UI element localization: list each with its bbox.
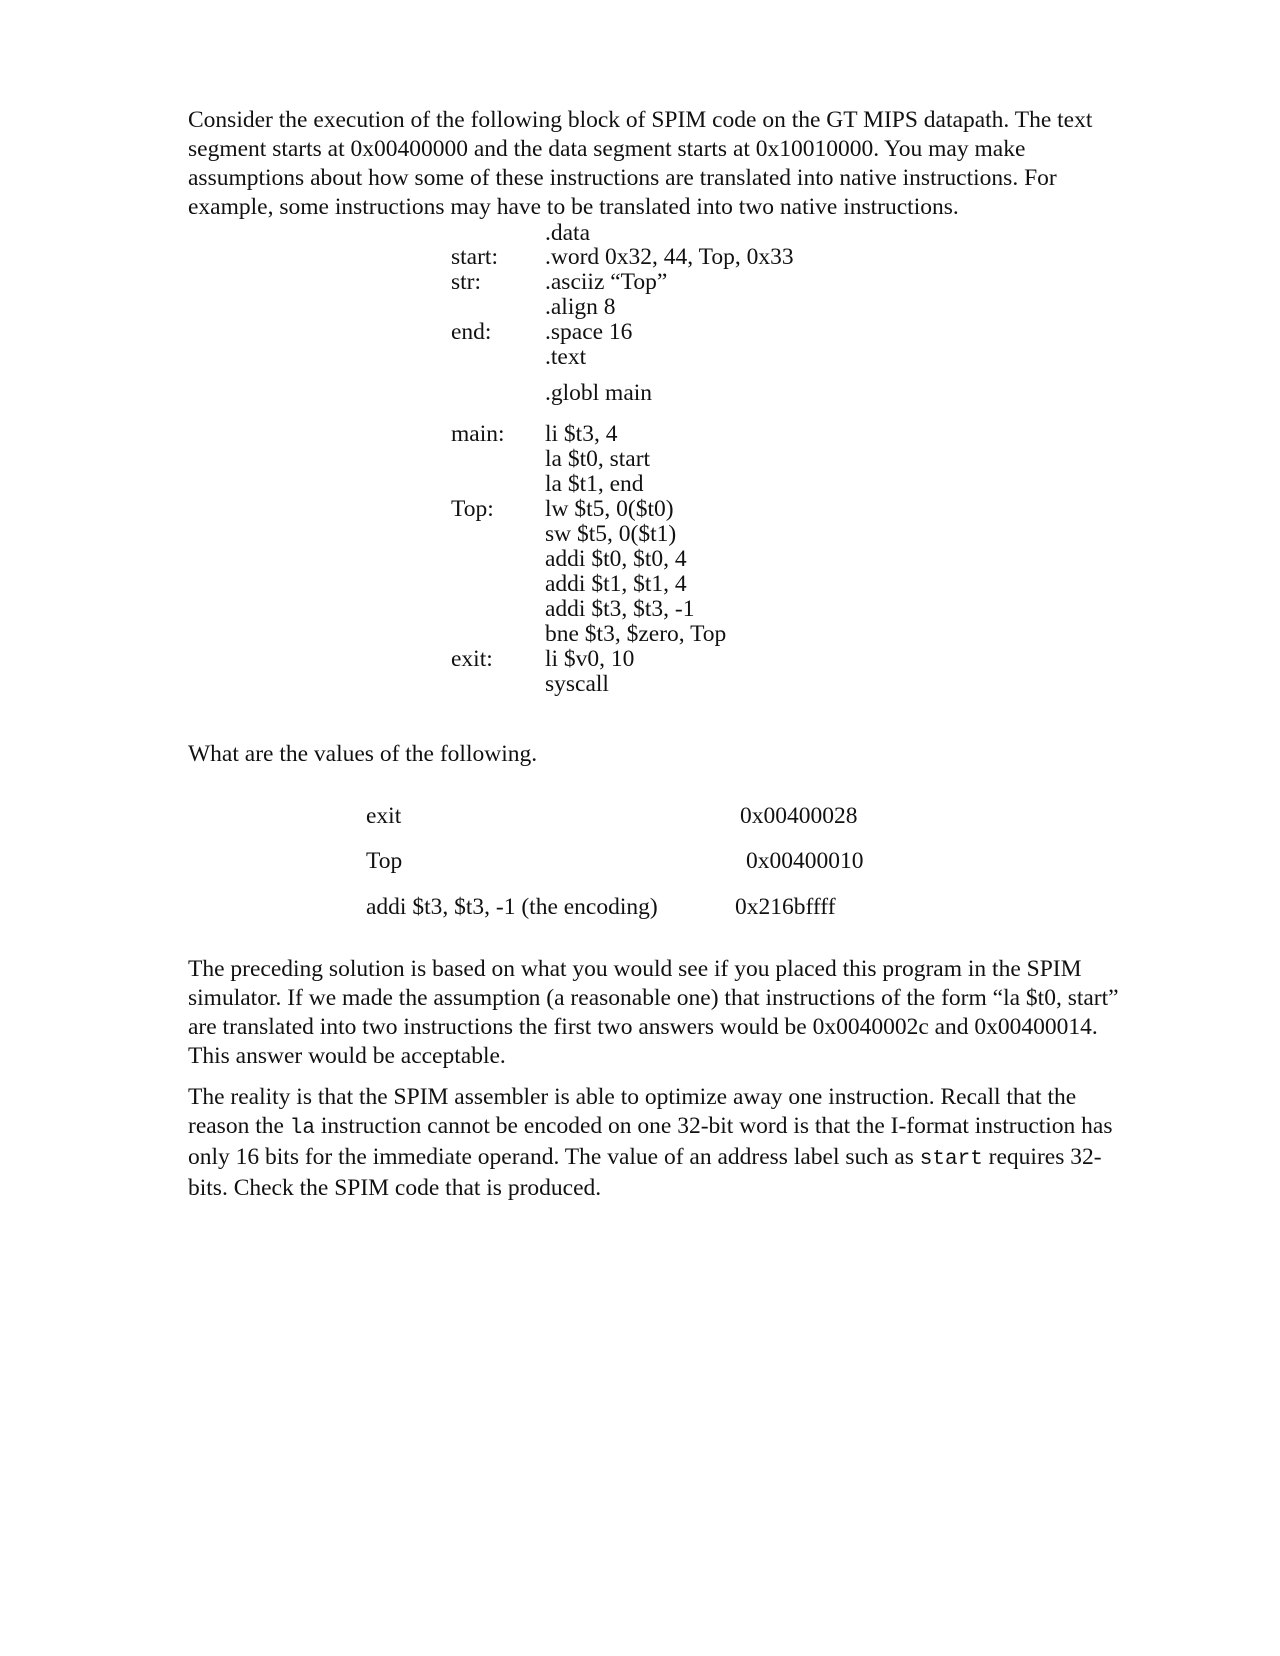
explanation-2-part-1: The reality is that the SPIM assembler is able to optimize away one instruction. Recall that the reason the (188, 1084, 1077, 1139)
code-line-2-label: start: (451, 244, 498, 270)
code-term-la: la (289, 1117, 316, 1140)
code-line-16-instr: bne $t3, $zero, Top (545, 621, 727, 647)
code-line-18-instr: syscall (545, 671, 609, 697)
code-line-3-label: str: (451, 269, 482, 295)
explanation-2-part-2: instruction cannot be encoded on one 32-bit word is that the I-format instruction has only 16 bits for the immediate operand. The value of an address label such as (188, 1113, 1113, 1170)
code-line-8-instr: li $t3, 4 (545, 421, 618, 447)
code-line-8-label: main: (451, 421, 505, 447)
code-line-3-instr: .asciiz “Top” (545, 269, 668, 295)
question-paragraph: What are the values of the following. (188, 741, 538, 767)
code-line-11-instr: lw $t5, 0($t0) (545, 496, 674, 522)
code-term-start: start (919, 1148, 983, 1171)
code-line-5-label: end: (451, 319, 492, 345)
code-line-13-instr: addi $t0, $t0, 4 (545, 546, 687, 572)
answer-1-label: exit (366, 803, 402, 829)
code-line-2-instr: .word 0x32, 44, Top, 0x33 (545, 244, 794, 270)
code-line-12-instr: sw $t5, 0($t1) (545, 521, 677, 547)
answer-2-label: Top (366, 848, 403, 874)
code-line-6-instr: .text (545, 344, 587, 370)
code-line-14-instr: addi $t1, $t1, 4 (545, 571, 687, 597)
answer-1-value: 0x00400028 (740, 803, 858, 829)
code-line-15-instr: addi $t3, $t3, -1 (545, 596, 695, 622)
explanation-paragraph-2 (188, 1083, 1128, 1203)
code-line-7-instr: .globl main (545, 380, 653, 406)
code-line-10-instr: la $t1, end (545, 471, 644, 497)
code-line-9-instr: la $t0, start (545, 446, 651, 472)
code-line-17-instr: li $v0, 10 (545, 646, 635, 672)
code-line-11-label: Top: (451, 496, 494, 522)
answer-3-label: addi $t3, $t3, -1 (the encoding) (366, 894, 658, 920)
code-line-4-instr: .align 8 (545, 294, 616, 320)
code-line-5-instr: .space 16 (545, 319, 633, 345)
code-line-17-label: exit: (451, 646, 493, 672)
answer-3-value: 0x216bffff (735, 894, 836, 920)
explanation-2-part-3: requires 32-bits. Check the SPIM code that is produced. (188, 1144, 1102, 1201)
intro-paragraph: Consider the execution of the following block of SPIM code on the GT MIPS datapath. The text segment starts at 0x00400000 and the data segment starts at 0x10010000. You may make assumptions about how some of these instructions are translated into native instructions. For example, some instructions may have to be translated into two native instructions. (188, 107, 1093, 220)
answer-2-value: 0x00400010 (746, 848, 864, 874)
code-line-1-instr: .data (545, 220, 591, 246)
explanation-paragraph-1: The preceding solution is based on what you would see if you placed this program in the SPIM simulator. If we made the assumption (a reasonable one) that instructions of the form “la $t0, start” are translated into two instructions the first two answers would be 0x0040002c and 0x00400014. This answer would be acceptable. (188, 956, 1119, 1069)
